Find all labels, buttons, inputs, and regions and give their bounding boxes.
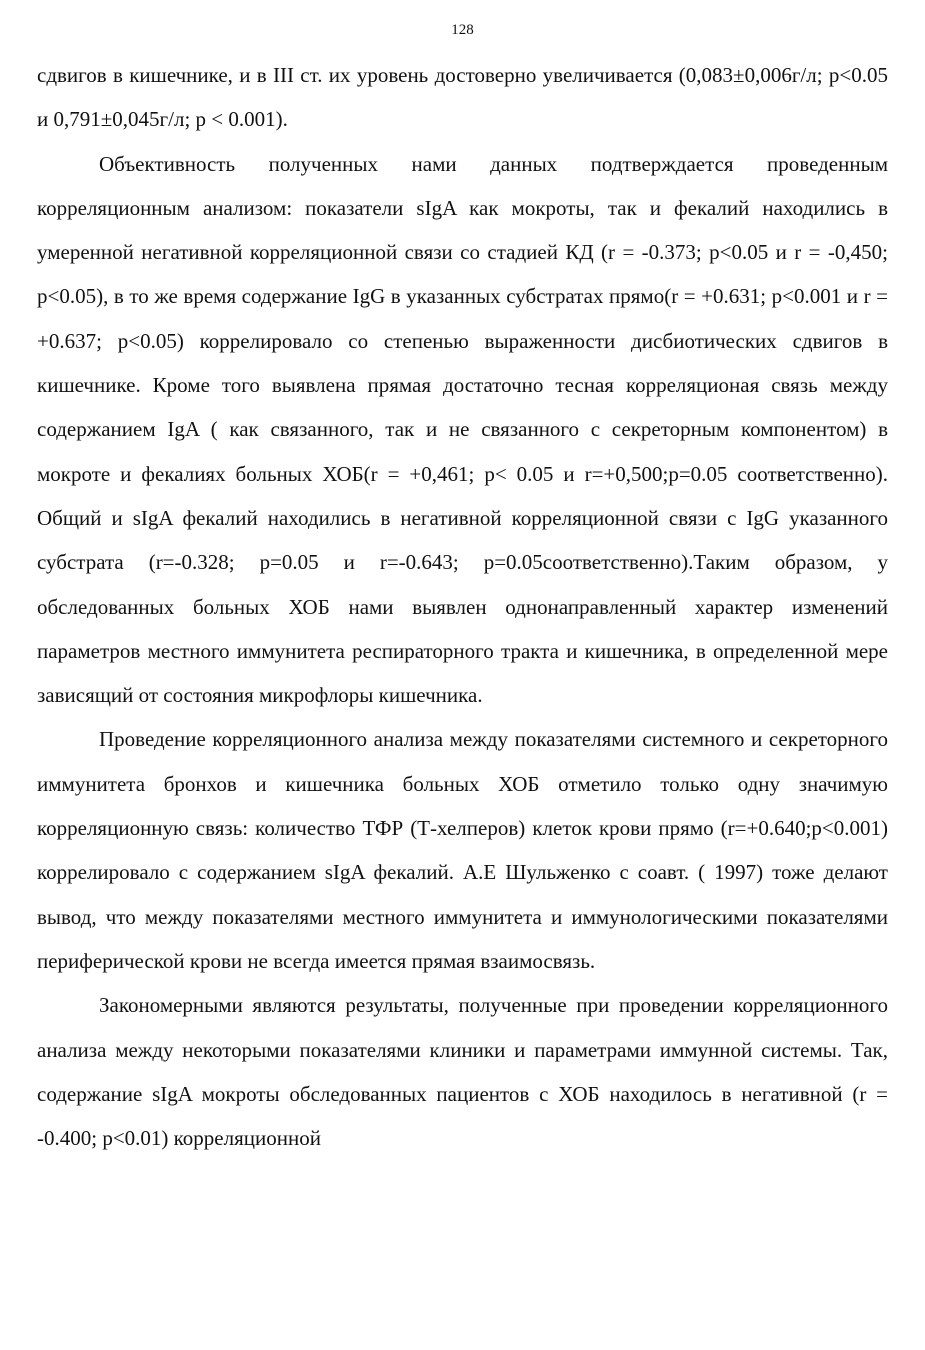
paragraph-continuation: сдвигов в кишечнике, и в III ст. их уровень достоверно увеличивается (0,083±0,006г/л; р<0.05 и 0,791±0,045г/л; р < 0.001). <box>37 63 888 132</box>
page-number: 128 <box>451 22 474 38</box>
body-text <box>37 53 888 1160</box>
paragraph-systemic-immunity: Проведение корреляционного анализа между показателями системного и секреторного иммунитета бронхов и кишечника больных ХОБ отметило только одну значимую корреляционную связь: количество ТФР (Т-хелперов) клеток крови прямо (r=+0.640;р<0.001) коррелировало с содержанием sIgA фекалий. А.Е Шульженко с соавт. ( 1997) тоже делают вывод, что между показателями местного иммунитета и иммунологическими показателями периферической крови не всегда имеется прямая взаимосвязь. <box>37 727 888 973</box>
paragraph-correlation-analysis: Объективность полученных нами данных подтверждается проведенным корреляционным анализом: показатели sIgA как мокроты, так и фекалий находились в умеренной негативной корреляционной связи со стадией КД (r = -0.373; р<0.05 и r = -0,450; р<0.05), в то же время содержание IgG в указанных субстратах прямо(r = +0.631; р<0.001 и r = +0.637; р<0.05) коррелировало со степенью выраженности дисбиотических сдвигов в кишечнике. Кроме того выявлена прямая достаточно тесная корреляционая связь между содержанием IgA ( как связанного, так и не связанного с секреторным компонентом) в мокроте и фекалиях больных ХОБ(r = +0,461; р< 0.05 и r=+0,500;р=0.05 соответственно). Общий и sIgA фекалий находились в негативной корреляционной связи с IgG указанного субстрата (r=-0.328; р=0.05 и r=-0.643; р=0.05соответственно).Таким образом, у обследованных больных ХОБ нами выявлен однонаправленный характер изменений параметров местного иммунитета респираторного тракта и кишечника, в определенной мере зависящий от состояния микрофлоры кишечника. <box>37 151 888 708</box>
paragraph-clinical-parameters: Закономерными являются результаты, полученные при проведении корреляционного анализа между некоторыми показателями клиники и параметрами иммунной системы. Так, содержание sIgA мокроты обследованных пациентов с ХОБ находилось в негативной (r = -0.400; р<0.01) корреляционной <box>37 993 888 1151</box>
